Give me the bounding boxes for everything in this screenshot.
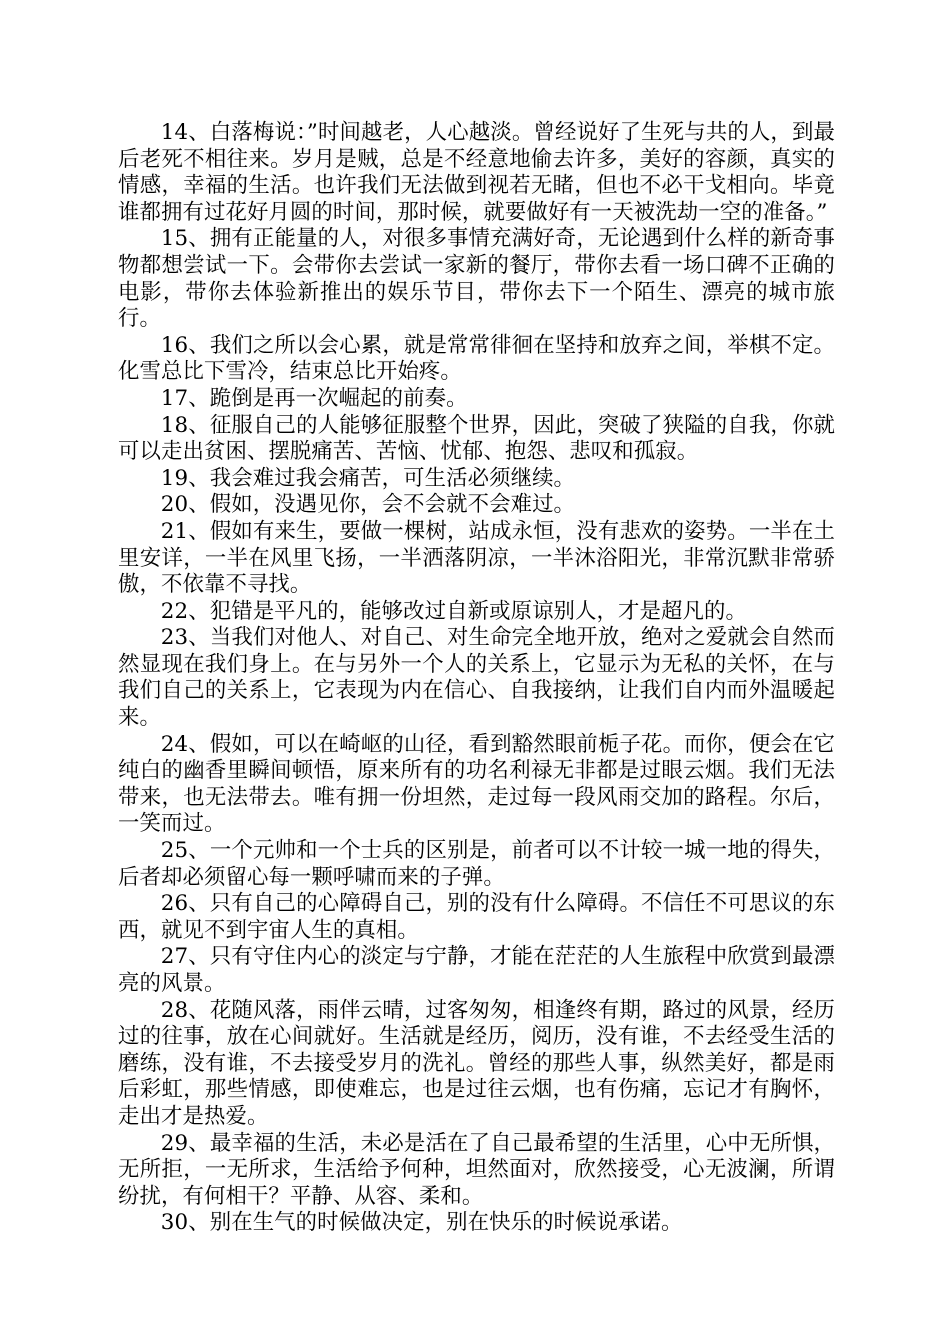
paragraph-23: 23、当我们对他人、对自己、对生命完全地开放，绝对之爱就会自然而然显现在我们身上。在与另外一个人的关系上，它显示为无私的关怀，在与我们自己的关系上，它表现为内在信心、自我接纳，让我们自内而外温暖起来。 [118,625,835,731]
paragraph-26: 26、只有自己的心障碍自己，别的没有什么障碍。不信任不可思议的东西，就见不到宇宙人生的真相。 [118,891,835,943]
paragraph-18: 18、征服自己的人能够征服整个世界，因此，突破了狭隘的自我，你就可以走出贫困、摆脱痛苦、苦恼、忧郁、抱怨、悲叹和孤寂。 [118,412,835,465]
paragraph-25: 25、一个元帅和一个士兵的区别是，前者可以不计较一城一地的得失，后者却必须留心每一颗呼啸而来的子弹。 [118,838,835,890]
paragraph-30: 30、别在生气的时候做决定，别在快乐的时候说承诺。 [160,1210,683,1236]
paragraph-28: 28、花随风落，雨伴云晴，过客匆匆，相逢终有期，路过的风景，经历过的往事，放在心间就好。生活就是经历，阅历，没有谁，不去经受生活的磨练，没有谁，不去接受岁月的洗礼。曾经的那些人事，纵然美好，都是雨后彩虹，那些情感，即使难忘，也是过往云烟，也有伤痛，忘记才有胸怀，走出才是热爱。 [118,997,835,1129]
paragraph-16: 16、我们之所以会心累，就是常常徘徊在坚持和放弃之间，举棋不定。化雪总比下雪冷，结束总比开始疼。 [118,332,835,385]
paragraph-20: 20、假如，没遇见你，会不会就不会难过。 [160,492,576,518]
document-body [118,120,835,1237]
paragraph-22: 22、犯错是平凡的，能够改过自新或原谅别人，才是超凡的。 [160,598,747,624]
paragraph-24: 24、假如，可以在崎岖的山径，看到豁然眼前栀子花。而你，便会在它纯白的幽香里瞬间顿悟，原来所有的功名利禄无非都是过眼云烟。我们无法带来，也无法带去。唯有拥一份坦然，走过每一段风雨交加的路程。尔后，一笑而过。 [118,731,835,837]
paragraph-15: 15、拥有正能量的人，对很多事情充满好奇，无论遇到什么样的新奇事物都想尝试一下。会带你去尝试一家新的餐厅，带你去看一场口碑不正确的电影，带你去体验新推出的娱乐节目，带你去下一个陌生、漂亮的城市旅行。 [118,226,835,332]
paragraph-29: 29、最幸福的生活，未必是活在了自己最希望的生活里，心中无所惧，无所拒，一无所求，生活给予何种，坦然面对，欣然接受，心无波澜，所谓纷扰，有何相干？平静、从容、柔和。 [118,1130,835,1209]
paragraph-17: 17、跪倒是再一次崛起的前奏。 [160,385,468,411]
paragraph-27: 27、只有守住内心的淡定与宁静，才能在茫茫的人生旅程中欣赏到最漂亮的风景。 [118,944,835,996]
paragraph-14: 14、白落梅说：”时间越老，人心越淡。曾经说好了生死与共的人，到最后老死不相往来。岁月是贼，总是不经意地偷去许多，美好的容颜，真实的情感，幸福的生活。也许我们无法做到视若无睹，但也不必干戈相向。毕竟谁都拥有过花好月圆的时间，那时候，就要做好有一天被洗劫一空的准备。” [118,120,835,225]
paragraph-19: 19、我会难过我会痛苦，可生活必须继续。 [160,465,576,491]
paragraph-21: 21、假如有来生，要做一棵树，站成永恒，没有悲欢的姿势。一半在土里安详，一半在风里飞扬，一半洒落阴凉，一半沐浴阳光，非常沉默非常骄傲，不依靠不寻找。 [118,518,835,598]
